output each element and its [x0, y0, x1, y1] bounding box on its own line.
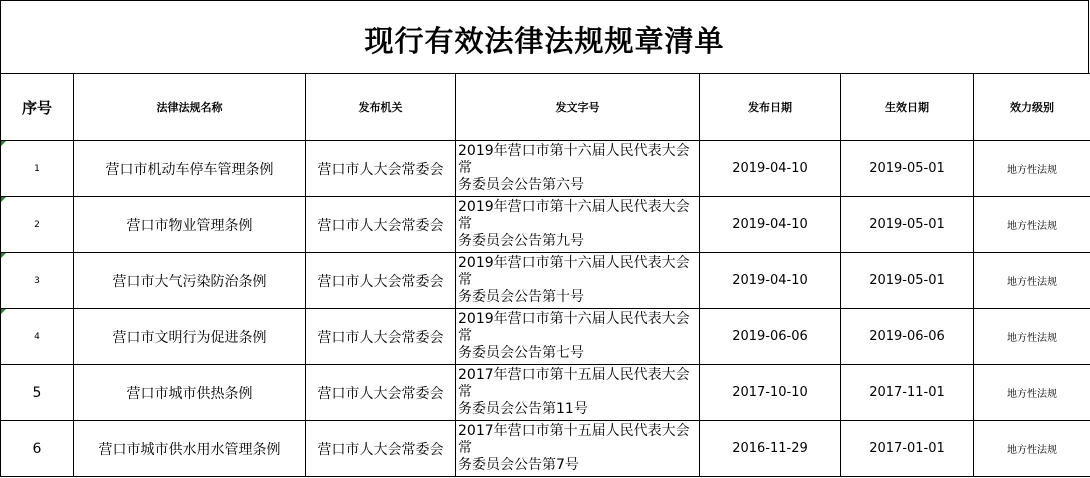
- cell-name[interactable]: 营口市大气污染防治条例: [74, 253, 306, 309]
- header-doc-no[interactable]: 发文字号: [456, 74, 700, 141]
- cell-publish-date[interactable]: 2017-10-10: [700, 365, 841, 421]
- cell-issuer[interactable]: 营口市人大会常委会: [306, 197, 456, 253]
- cell-doc-no[interactable]: 2019年营口市第十六届人民代表大会常 务委员会公告第十号: [456, 253, 700, 309]
- cell-level[interactable]: 地方性法规: [974, 365, 1090, 421]
- cell-effective-date[interactable]: 2017-01-01: [841, 421, 974, 477]
- cell-seq[interactable]: 3: [1, 253, 74, 309]
- header-name[interactable]: 法律法规名称: [74, 74, 306, 141]
- corner-marker: [1, 253, 6, 258]
- cell-seq[interactable]: 6: [1, 421, 74, 477]
- cell-effective-date[interactable]: 2019-05-01: [841, 141, 974, 197]
- cell-name[interactable]: 营口市城市供热条例: [74, 365, 306, 421]
- corner-marker: [1, 197, 6, 202]
- header-level[interactable]: 效力级别: [974, 74, 1090, 141]
- cell-effective-date[interactable]: 2019-05-01: [841, 197, 974, 253]
- cell-effective-date[interactable]: 2017-11-01: [841, 365, 974, 421]
- cell-doc-no[interactable]: 2017年营口市第十五届人民代表大会常 务委员会公告第7号: [456, 421, 700, 477]
- title-cell[interactable]: [0, 0, 1089, 73]
- page-title: 现行有效法律法规规章清单: [364, 23, 725, 58]
- corner-marker: [1, 309, 6, 314]
- cell-name[interactable]: 营口市物业管理条例: [74, 197, 306, 253]
- cell-publish-date[interactable]: 2019-04-10: [700, 253, 841, 309]
- cell-publish-date[interactable]: 2019-06-06: [700, 309, 841, 365]
- corner-marker: [1, 141, 6, 146]
- cell-doc-no[interactable]: 2019年营口市第十六届人民代表大会常 务委员会公告第六号: [456, 141, 700, 197]
- cell-issuer[interactable]: 营口市人大会常委会: [306, 309, 456, 365]
- table-row: [1, 421, 1090, 477]
- table-row: [1, 197, 1090, 253]
- cell-issuer[interactable]: 营口市人大会常委会: [306, 365, 456, 421]
- header-issuer[interactable]: 发布机关: [306, 74, 456, 141]
- cell-seq[interactable]: 5: [1, 365, 74, 421]
- header-seq[interactable]: 序号: [1, 74, 74, 141]
- cell-publish-date[interactable]: 2019-04-10: [700, 197, 841, 253]
- cell-effective-date[interactable]: 2019-05-01: [841, 253, 974, 309]
- cell-doc-no[interactable]: 2019年营口市第十六届人民代表大会常 务委员会公告第九号: [456, 197, 700, 253]
- cell-seq[interactable]: 1: [1, 141, 74, 197]
- cell-publish-date[interactable]: 2019-04-10: [700, 141, 841, 197]
- cell-issuer[interactable]: 营口市人大会常委会: [306, 141, 456, 197]
- cell-issuer[interactable]: 营口市人大会常委会: [306, 253, 456, 309]
- cell-level[interactable]: 地方性法规: [974, 197, 1090, 253]
- header-effective-date[interactable]: 生效日期: [841, 74, 974, 141]
- table-row: [1, 309, 1090, 365]
- header-row: [1, 74, 1090, 141]
- cell-level[interactable]: 地方性法规: [974, 421, 1090, 477]
- cell-doc-no[interactable]: 2017年营口市第十五届人民代表大会常 务委员会公告第11号: [456, 365, 700, 421]
- cell-name[interactable]: 营口市城市供水用水管理条例: [74, 421, 306, 477]
- header-publish-date[interactable]: 发布日期: [700, 74, 841, 141]
- regulations-table: [0, 73, 1090, 477]
- cell-level[interactable]: 地方性法规: [974, 309, 1090, 365]
- cell-doc-no[interactable]: 2019年营口市第十六届人民代表大会常 务委员会公告第七号: [456, 309, 700, 365]
- cell-level[interactable]: 地方性法规: [974, 141, 1090, 197]
- cell-seq[interactable]: 2: [1, 197, 74, 253]
- table-row: [1, 141, 1090, 197]
- table-row: [1, 253, 1090, 309]
- cell-effective-date[interactable]: 2019-06-06: [841, 309, 974, 365]
- cell-publish-date[interactable]: 2016-11-29: [700, 421, 841, 477]
- cell-issuer[interactable]: 营口市人大会常委会: [306, 421, 456, 477]
- table-row: [1, 365, 1090, 421]
- cell-seq[interactable]: 4: [1, 309, 74, 365]
- cell-name[interactable]: 营口市机动车停车管理条例: [74, 141, 306, 197]
- cell-name[interactable]: 营口市文明行为促进条例: [74, 309, 306, 365]
- cell-level[interactable]: 地方性法规: [974, 253, 1090, 309]
